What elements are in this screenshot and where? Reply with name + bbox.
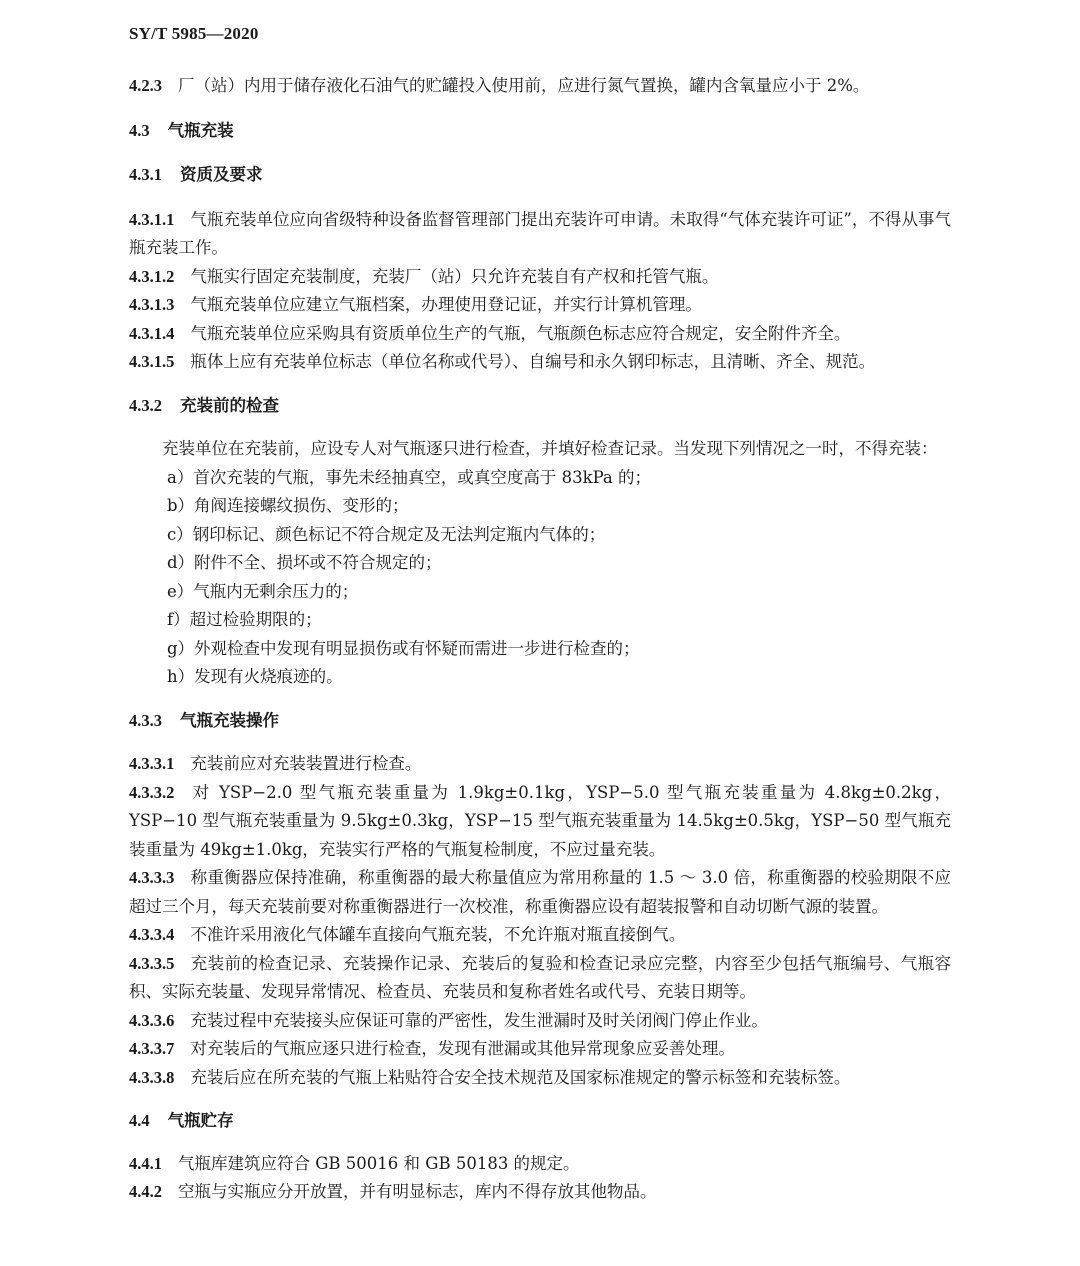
- list-item-c: c）钢印标记、颜色标记不符合规定及无法判定瓶内气体的；: [167, 524, 606, 544]
- clause-number: 4.3.1.2: [129, 266, 175, 286]
- clause-4-4-1: [129, 1150, 951, 1179]
- clause-number: 4.3.3.4: [129, 925, 175, 944]
- heading-number: 4.3.3: [129, 710, 162, 730]
- heading-title: 气瓶贮存: [167, 1111, 234, 1130]
- heading-title: 气瓶充装: [167, 120, 234, 140]
- clause-text: 充装过程中充装接头应保证可靠的严密性，发生泄漏时及时关闭阀门停止作业。: [190, 1010, 768, 1030]
- clause-number: 4.3.3.2: [129, 782, 175, 802]
- clause-4-3-3-2: [129, 779, 951, 865]
- clause-number: 4.4.1: [129, 1153, 162, 1173]
- inspection-intro-paragraph: 充装单位在充装前，应设专人对气瓶逐只进行检查，并填好检查记录。当发现下列情况之一时，不得充装：: [162, 439, 938, 458]
- clause-number: 4.4.2: [129, 1182, 162, 1201]
- clause-text: 厂（站）内用于储存液化石油气的贮罐投入使用前，应进行氮气置换，罐内含氧量应小于 2%。: [178, 76, 870, 95]
- clause-text: 称重衡器应保持准确，称重衡器的最大称量值应为常用称量的 1.5 ～ 3.0 倍，称重衡器的校验期限不应超过三个月，每天充装前要对称重衡器进行一次校准，称重衡器应设有超装报警和自动切断气源的装置。: [129, 868, 951, 916]
- clause-text: 对 YSP−2.0 型气瓶充装重量为 1.9kg±0.1kg，YSP−5.0 型气瓶充装重量为 4.8kg±0.2kg，YSP−10 型气瓶充装重量为 9.5kg±0.3kg，YSP−15 型气瓶充装重量为 14.5kg±0.5kg，YSP−50 型气瓶充装重量为 49kg±1.0kg，充装实行严格的气瓶复检制度，不应过量充装。: [129, 782, 951, 859]
- heading-title: 充装前的检查: [180, 395, 279, 415]
- heading-title: 气瓶充装操作: [180, 710, 279, 730]
- clause-4-3-1-5: [129, 348, 951, 377]
- section-heading-4-3-3: [129, 707, 951, 736]
- document-body: [129, 72, 951, 1207]
- section-heading-4-4: [129, 1107, 951, 1136]
- clause-text: 充装后应在所充装的气瓶上粘贴符合安全技术规范及国家标准规定的警示标签和充装标签。: [190, 1067, 851, 1087]
- clause-number: 4.3.3.1: [129, 754, 175, 773]
- clause-4-3-1-3: [129, 291, 951, 320]
- list-item-a: a）首次充装的气瓶，事先未经抽真空，或真空度高于 83kPa 的；: [167, 467, 652, 487]
- clause-4-4-2: [129, 1178, 951, 1207]
- clause-text: 气瓶充装单位应建立气瓶档案，办理使用登记证，并实行计算机管理。: [190, 295, 702, 314]
- clause-4-3-1-2: [129, 263, 951, 292]
- list-item-f: f）超过检验期限的；: [167, 610, 322, 629]
- clause-4-3-1-4: [129, 320, 951, 349]
- clause-4-3-3-8: [129, 1064, 951, 1093]
- clause-4-3-3-6: [129, 1007, 951, 1036]
- clause-number: 4.3.3.3: [129, 868, 175, 887]
- standard-code-header: SY/T 5985—2020: [129, 24, 259, 43]
- clause-4-3-3-1: [129, 750, 951, 779]
- list-item-h: h）发现有火烧痕迹的。: [167, 667, 343, 686]
- clause-4-3-3-3: [129, 864, 951, 921]
- heading-number: 4.3: [129, 120, 150, 140]
- clause-text: 气瓶充装单位应向省级特种设备监督管理部门提出充装许可申请。未取得“气体充装许可证”，不得从事气瓶充装工作。: [129, 209, 951, 257]
- clause-number: 4.2.3: [129, 76, 162, 95]
- clause-4-3-3-4: [129, 921, 951, 950]
- clause-number: 4.3.3.5: [129, 953, 175, 973]
- clause-number: 4.3.1.1: [129, 209, 175, 229]
- list-item-e: e）气瓶内无剩余压力的；: [167, 581, 359, 601]
- heading-title: 资质及要求: [180, 165, 263, 184]
- clause-text: 气瓶充装单位应采购具有资质单位生产的气瓶，气瓶颜色标志应符合规定，安全附件齐全。: [190, 323, 851, 343]
- clause-4-3-1-1: [129, 206, 951, 263]
- clause-4-2-3: [129, 72, 951, 101]
- section-heading-4-3: [129, 117, 951, 146]
- clause-number: 4.3.3.6: [129, 1010, 175, 1030]
- clause-number: 4.3.3.7: [129, 1039, 175, 1058]
- clause-text: 气瓶实行固定充装制度，充装厂（站）只允许充装自有产权和托管气瓶。: [190, 266, 719, 286]
- list-item-b: b）角阀连接螺纹损伤、变形的；: [167, 496, 409, 515]
- clause-4-3-3-7: [129, 1035, 951, 1064]
- clause-4-3-3-5: [129, 950, 951, 1007]
- clause-text: 空瓶与实瓶应分开放置，并有明显标志，库内不得存放其他物品。: [178, 1182, 657, 1201]
- clause-text: 充装前应对充装装置进行检查。: [190, 754, 422, 773]
- section-heading-4-3-2: [129, 392, 951, 421]
- clause-number: 4.3.1.5: [129, 352, 175, 371]
- list-item-g: g）外观检查中发现有明显损伤或有怀疑而需进一步进行检查的；: [167, 638, 640, 658]
- clause-number: 4.3.1.4: [129, 323, 175, 343]
- clause-text: 瓶体上应有充装单位标志（单位名称或代号）、自编号和永久钢印标志，且清晰、齐全、规范。: [190, 352, 876, 371]
- clause-number: 4.3.3.8: [129, 1067, 175, 1087]
- section-heading-4-3-1: [129, 161, 951, 190]
- heading-number: 4.3.2: [129, 395, 162, 415]
- clause-text: 充装前的检查记录、充装操作记录、充装后的复验和检查记录应完整，内容至少包括气瓶编号、气瓶容积、实际充装量、发现异常情况、检查员、充装员和复称者姓名或代号、充装日期等。: [129, 953, 951, 1001]
- clause-text: 对充装后的气瓶应逐只进行检查，发现有泄漏或其他异常现象应妥善处理。: [190, 1039, 735, 1058]
- clause-text: 不准许采用液化气体罐车直接向气瓶充装，不允许瓶对瓶直接倒气。: [190, 925, 686, 944]
- heading-number: 4.3.1: [129, 165, 162, 184]
- list-item-d: d）附件不全、损坏或不符合规定的；: [167, 553, 442, 572]
- clause-number: 4.3.1.3: [129, 295, 175, 314]
- heading-number: 4.4: [129, 1111, 150, 1130]
- clause-text: 气瓶库建筑应符合 GB 50016 和 GB 50183 的规定。: [178, 1153, 580, 1173]
